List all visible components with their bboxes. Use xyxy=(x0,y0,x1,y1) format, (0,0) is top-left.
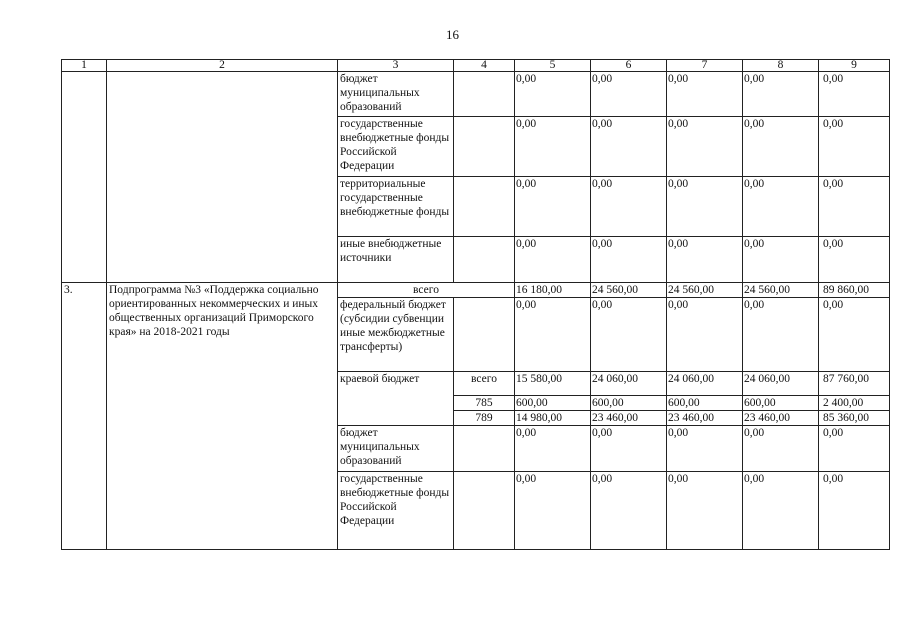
value-cell: 0,00 xyxy=(743,117,819,177)
code-cell xyxy=(454,472,515,550)
value-cell: 24 060,00 xyxy=(591,372,667,396)
program-cell: Подпрограмма №3 «Поддержка социально ориентированных некоммерческих и иных общественных организаций Приморского края» на 2018-2021 годы xyxy=(107,283,338,550)
source-cell: бюджет муниципальных образований xyxy=(338,72,454,117)
header-cell: 1 xyxy=(62,60,107,72)
value-cell: 15 580,00 xyxy=(515,372,591,396)
value-cell: 600,00 xyxy=(743,396,819,411)
header-cell: 4 xyxy=(454,60,515,72)
value-cell: 0,00 xyxy=(515,237,591,283)
total-cell: 0,00 xyxy=(819,472,890,550)
source-cell: территориальные государственные внебюджетные фонды xyxy=(338,177,454,237)
value-cell: 600,00 xyxy=(591,396,667,411)
value-cell: 0,00 xyxy=(667,472,743,550)
total-cell: 2 400,00 xyxy=(819,396,890,411)
total-cell: 89 860,00 xyxy=(819,283,890,298)
source-cell: иные внебюджетные источники xyxy=(338,237,454,283)
value-cell: 0,00 xyxy=(743,426,819,472)
code-cell: 789 xyxy=(454,411,515,426)
budget-table xyxy=(61,59,890,550)
total-cell: 0,00 xyxy=(819,117,890,177)
code-cell xyxy=(454,72,515,117)
value-cell: 0,00 xyxy=(743,237,819,283)
value-cell: 24 560,00 xyxy=(743,283,819,298)
header-cell: 8 xyxy=(743,60,819,72)
value-cell: 24 560,00 xyxy=(667,283,743,298)
value-cell: 600,00 xyxy=(515,396,591,411)
header-cell: 7 xyxy=(667,60,743,72)
total-cell: 0,00 xyxy=(819,177,890,237)
value-cell: 0,00 xyxy=(591,117,667,177)
value-cell: 0,00 xyxy=(743,177,819,237)
value-cell: 0,00 xyxy=(667,72,743,117)
value-cell: 0,00 xyxy=(515,117,591,177)
source-cell: краевой бюджет xyxy=(338,372,454,426)
value-cell: 16 180,00 xyxy=(515,283,591,298)
code-cell: 785 xyxy=(454,396,515,411)
value-cell: 0,00 xyxy=(591,298,667,372)
value-cell: 0,00 xyxy=(591,472,667,550)
program-cell-empty xyxy=(107,72,338,283)
value-cell: 0,00 xyxy=(667,298,743,372)
value-cell: 0,00 xyxy=(515,472,591,550)
value-cell: 0,00 xyxy=(743,298,819,372)
total-cell: 0,00 xyxy=(819,298,890,372)
source-cell: государственные внебюджетные фонды Российской Федерации xyxy=(338,117,454,177)
header-row xyxy=(62,60,890,72)
header-cell: 6 xyxy=(591,60,667,72)
total-cell: 0,00 xyxy=(819,237,890,283)
code-cell xyxy=(454,177,515,237)
header-cell: 2 xyxy=(107,60,338,72)
value-cell: 23 460,00 xyxy=(743,411,819,426)
table-row xyxy=(62,283,890,298)
value-cell: 0,00 xyxy=(591,72,667,117)
header-cell: 3 xyxy=(338,60,454,72)
value-cell: 24 560,00 xyxy=(591,283,667,298)
code-cell xyxy=(454,298,515,372)
source-cell-total: всего xyxy=(338,283,515,298)
value-cell: 0,00 xyxy=(667,117,743,177)
value-cell: 14 980,00 xyxy=(515,411,591,426)
value-cell: 0,00 xyxy=(743,472,819,550)
value-cell: 600,00 xyxy=(667,396,743,411)
value-cell: 0,00 xyxy=(667,237,743,283)
header-cell: 5 xyxy=(515,60,591,72)
code-cell: всего xyxy=(454,372,515,396)
value-cell: 0,00 xyxy=(515,426,591,472)
value-cell: 0,00 xyxy=(591,237,667,283)
total-cell: 85 360,00 xyxy=(819,411,890,426)
total-cell: 87 760,00 xyxy=(819,372,890,396)
code-cell xyxy=(454,117,515,177)
header-cell: 9 xyxy=(819,60,890,72)
value-cell: 23 460,00 xyxy=(591,411,667,426)
value-cell: 0,00 xyxy=(743,72,819,117)
value-cell: 0,00 xyxy=(591,426,667,472)
table-row xyxy=(62,72,890,117)
total-cell: 0,00 xyxy=(819,426,890,472)
value-cell: 0,00 xyxy=(515,298,591,372)
value-cell: 0,00 xyxy=(667,177,743,237)
source-cell: федеральный бюджет (субсидии субвенции иные межбюджетные трансферты) xyxy=(338,298,454,372)
source-cell: бюджет муниципальных образований xyxy=(338,426,454,472)
total-cell: 0,00 xyxy=(819,72,890,117)
value-cell: 0,00 xyxy=(515,177,591,237)
source-cell: государственные внебюджетные фонды Российской Федерации xyxy=(338,472,454,550)
index-cell: 3. xyxy=(62,283,107,550)
code-cell xyxy=(454,426,515,472)
page-number: 16 xyxy=(446,27,459,42)
index-cell-empty xyxy=(62,72,107,283)
value-cell: 0,00 xyxy=(515,72,591,117)
value-cell: 0,00 xyxy=(591,177,667,237)
value-cell: 24 060,00 xyxy=(667,372,743,396)
value-cell: 0,00 xyxy=(667,426,743,472)
value-cell: 23 460,00 xyxy=(667,411,743,426)
value-cell: 24 060,00 xyxy=(743,372,819,396)
code-cell xyxy=(454,237,515,283)
